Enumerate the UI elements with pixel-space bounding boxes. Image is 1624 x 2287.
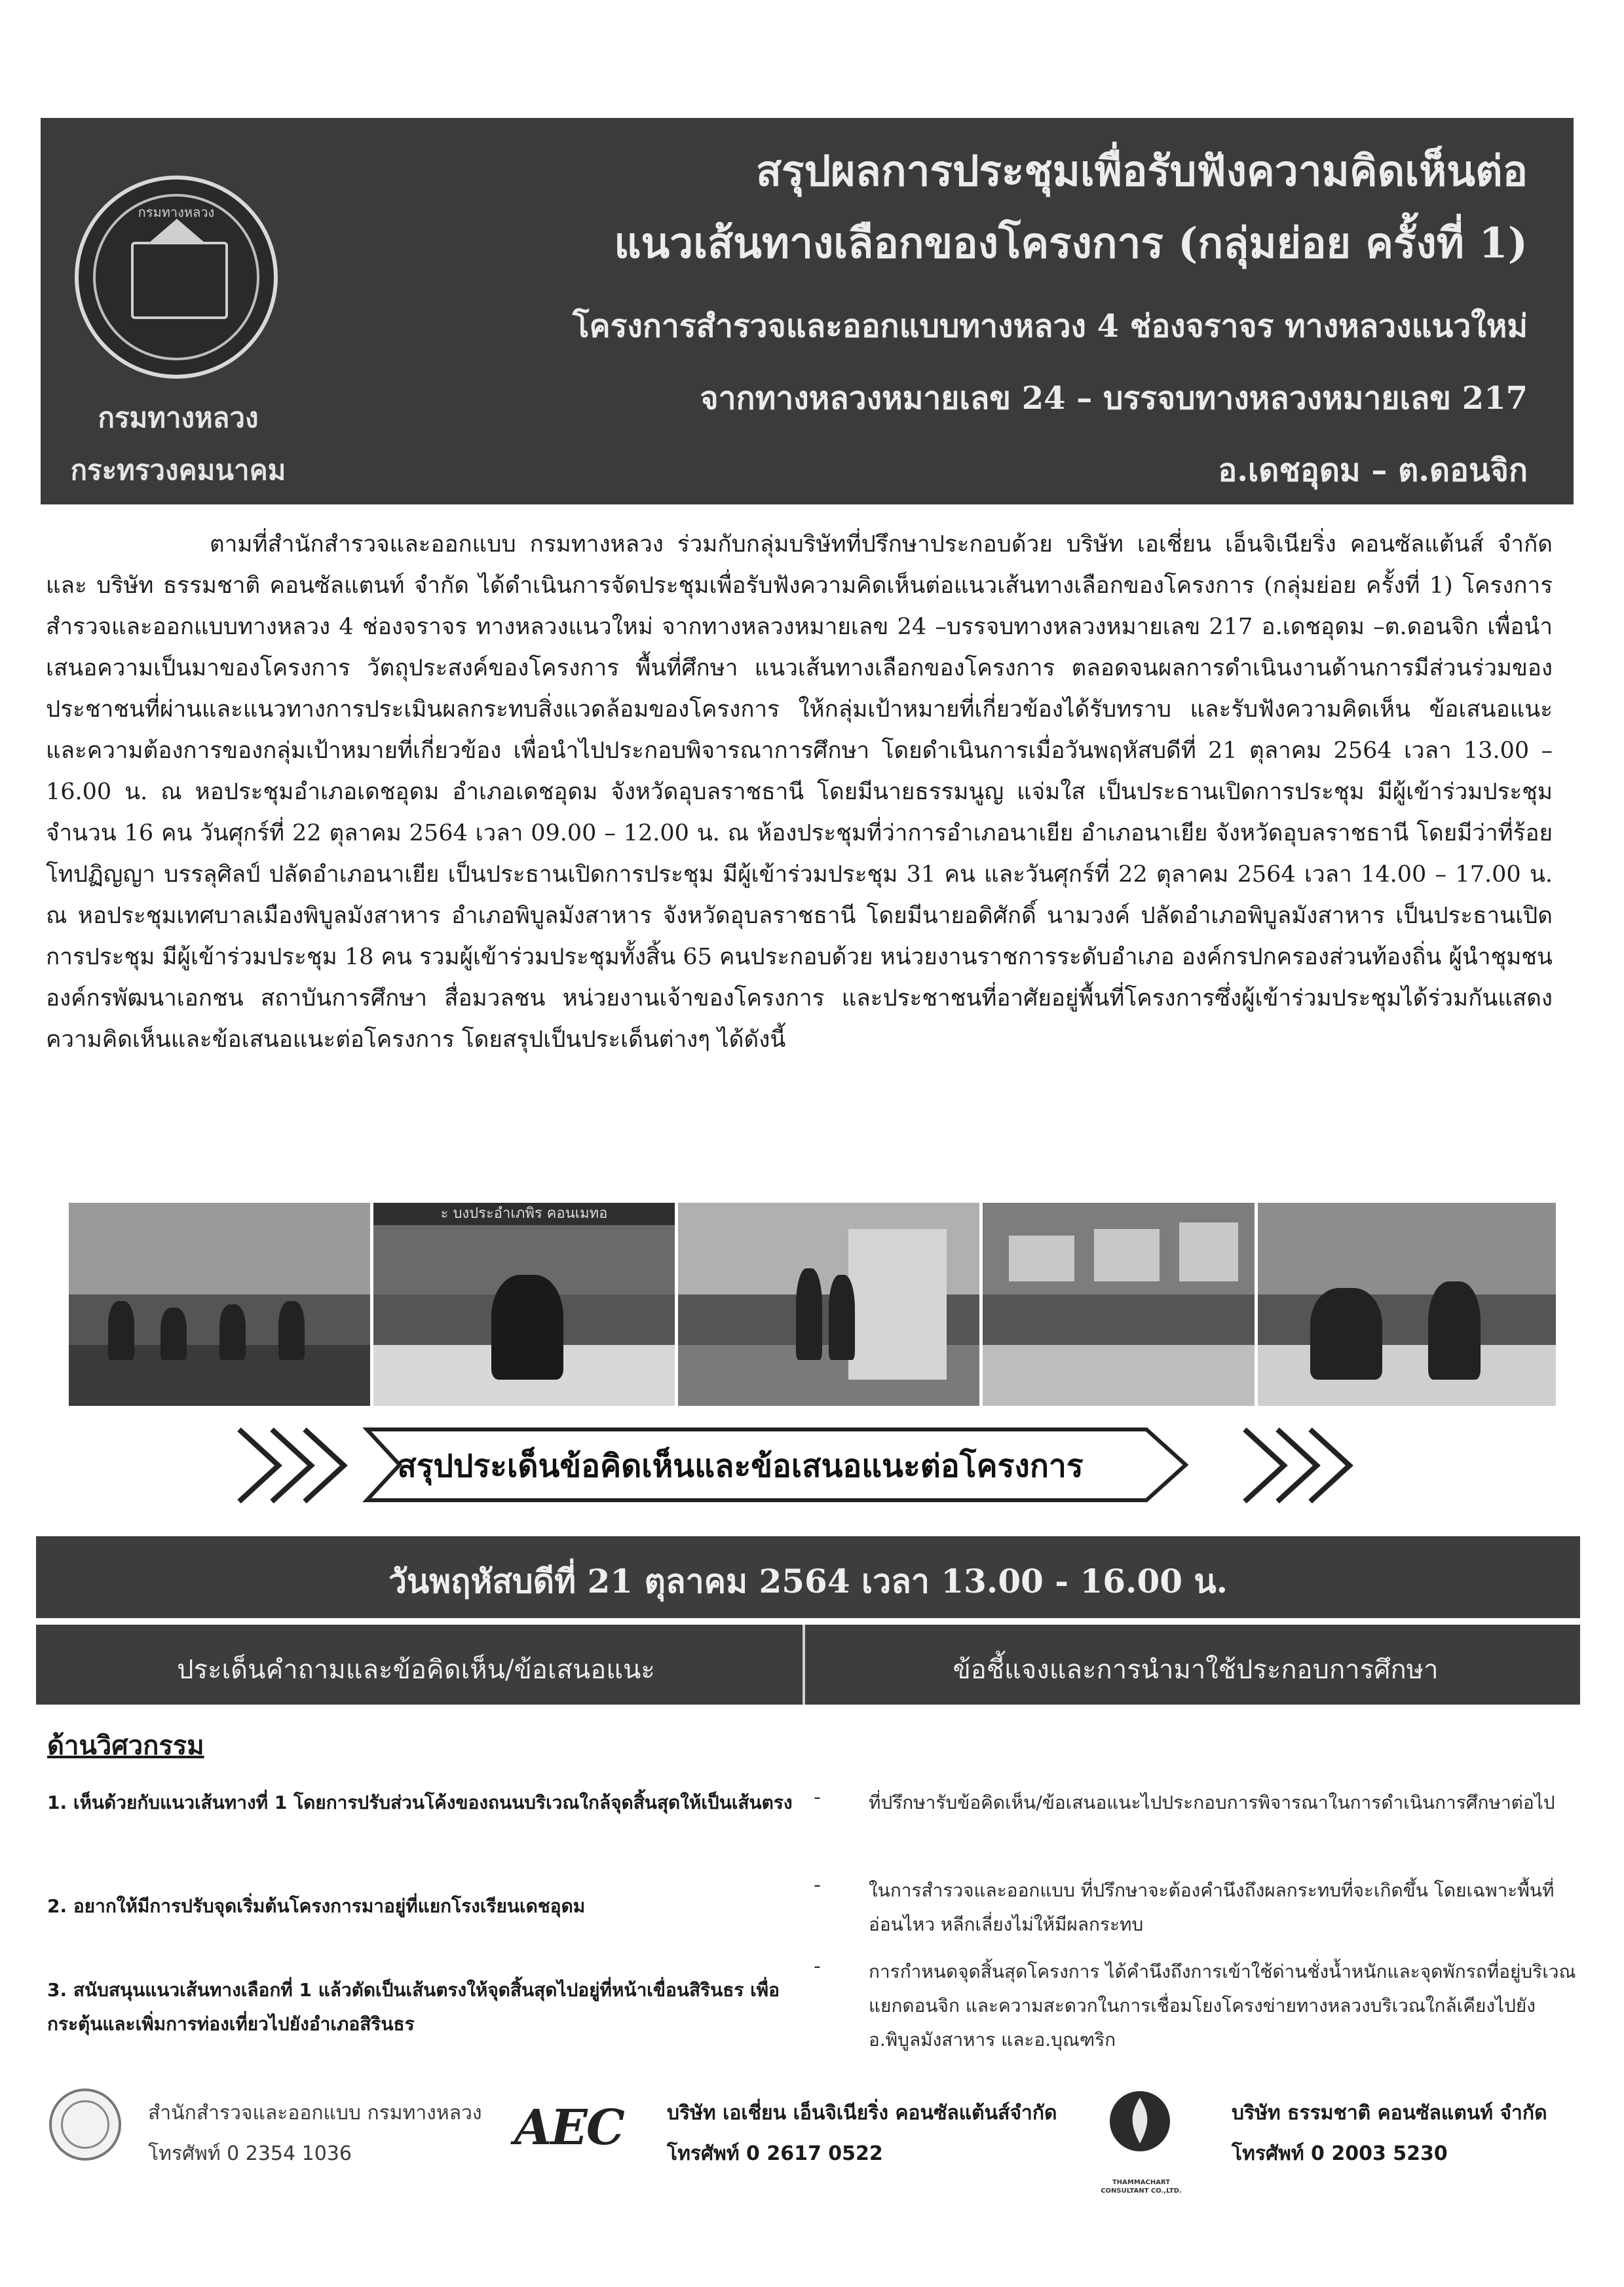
department-seal-icon: [75, 176, 278, 379]
meeting-photo-3: [678, 1203, 979, 1406]
footer-org1-phone: โทรศัพท์ 0 2354 1036: [148, 2142, 352, 2165]
summary-banner-title: สรุปประเด็นข้อคิดเห็นและข้อเสนอแนะต่อโครงการ: [397, 1448, 1084, 1484]
row-dash-1: -: [814, 1786, 821, 1809]
meeting-photo-1: [69, 1203, 370, 1406]
photo-banner-text: ะ บงประอำเภพิร คอนเมทอ: [373, 1203, 675, 1225]
chevron-right-arrows-icon: [1238, 1423, 1389, 1508]
row-dash-2: -: [814, 1874, 821, 1897]
section-title: ด้านวิศวกรรม: [47, 1730, 204, 1761]
meeting-photo-5: [1258, 1203, 1556, 1406]
answer-2: ในการสำรวจและออกแบบ ที่ปรึกษาจะต้องคำนึงถึงผลกระทบที่จะเกิดขึ้น โดยเฉพาะพื้นที่อ่อนไหว หลีกเลี่ยงไม่ให้มีผลกระทบ: [869, 1880, 1555, 1935]
thammachart-logo-name: THAMMACHART CONSULTANT CO.,LTD.: [1101, 2179, 1182, 2195]
footer-org1-name: สำนักสำรวจและออกแบบ กรมทางหลวง: [148, 2102, 482, 2125]
answer-1: ที่ปรึกษารับข้อคิดเห็น/ข้อเสนอแนะไปประกอบการพิจารณาในการดำเนินการศึกษาต่อไป: [869, 1792, 1555, 1813]
question-2: 2. อยากให้มีการปรับจุดเริ่มต้นโครงการมาอยู่ที่แยกโรงเรียนเดชอุดม: [47, 1895, 586, 1917]
table-header: [36, 1625, 1580, 1705]
meeting-date: วันพฤหัสบดีที่ 21 ตุลาคม 2564 เวลา 13.00 - 16.00 น.: [388, 1562, 1228, 1600]
row-dash-3: -: [814, 1955, 821, 1978]
page-title-line2: แนวเส้นทางเลือกของโครงการ (กลุ่มย่อย ครั้งที่ 1): [614, 219, 1528, 268]
question-3: 3. สนับสนุนแนวเส้นทางเลือกที่ 1 แล้วตัดเป็นเส้นตรงให้จุดสิ้นสุดไปอยู่ที่หน้าเขื่อนสิรินธร เพื่อกระตุ้นและเพิ่มการท่องเที่ยวไปยังอำเภอสิรินธร: [47, 1979, 780, 2035]
footer-org2-name: บริษัท เอเชี่ยน เอ็นจิเนียริ่ง คอนซัลแต้นส์จำกัด: [667, 2102, 1057, 2125]
header-banner: [41, 118, 1574, 504]
date-bar: [36, 1536, 1580, 1618]
department-name: กรมทางหลวง: [98, 402, 259, 434]
answer-3: การกำหนดจุดสิ้นสุดโครงการ ได้คำนึงถึงการเข้าใช้ด่านชั่งน้ำหนักและจุดพักรถที่อยู่บริเวณแยกดอนจิก และความสะดวกในการเชื่อมโยงโครงข่ายทางหลวงบริเวณใกล้เคียงไปยัง อ.พิบูลมังสาหาร และอ.บุณฑริก: [869, 1961, 1576, 2051]
department-small-seal-icon: [49, 2089, 121, 2161]
meeting-photo-4: [983, 1203, 1255, 1406]
project-line1: โครงการสำรวจและออกแบบทางหลวง 4 ช่องจราจร ทางหลวงแนวใหม่: [572, 308, 1528, 345]
project-line3: อ.เดชอุดม – ต.ดอนจิก: [1218, 452, 1528, 489]
thammachart-logo-icon: [1104, 2083, 1176, 2175]
seal-text: กรมทางหลวง: [138, 204, 215, 220]
footer-org2-phone: โทรศัพท์ 0 2617 0522: [667, 2142, 883, 2165]
column-divider: [803, 1625, 805, 1705]
intro-paragraph: ตามที่สำนักสำรวจและออกแบบ กรมทางหลวง ร่วมกับกลุ่มบริษัทที่ปรึกษาประกอบด้วย บริษัท เอเชี่ยน เอ็นจิเนียริ่ง คอนซัลแต้นส์ จำกัด และ บริษัท ธรรมชาติ คอนซัลแตนท์ จำกัด ได้ดำเนินการจัดประชุมเพื่อรับฟังความคิดเห็นต่อแนวเส้นทางเลือกของโครงการ (กลุ่มย่อย ครั้งที่ 1) โครงการสำรวจและออกแบบทางหลวง 4 ช่องจราจร ทางหลวงแนวใหม่ จากทางหลวงหมายเลข 24 –บรรจบทางหลวงหมายเลข 217 อ.เดชอุดม –ต.ดอนจิก เพื่อนำเสนอความเป็นมาของโครงการ วัตถุประสงค์ของโครงการ พื้นที่ศึกษา แนวเส้นทางเลือกของโครงการ ตลอดจนผลการดำเนินงานด้านการมีส่วนร่วมของประชาชนที่ผ่านและแนวทางการประเมินผลกระทบสิ่งแวดล้อมของโครงการ ให้กลุ่มเป้าหมายที่เกี่ยวข้องได้รับทราบ และรับฟังความคิดเห็น ข้อเสนอแนะ และความต้องการของกลุ่มเป้าหมายที่เกี่ยวข้อง เพื่อนำไปประกอบพิจารณาการศึกษา โดยดำเนินการเมื่อวันพฤหัสบดีที่ 21 ตุลาคม 2564 เวลา 13.00 – 16.00 น. ณ หอประชุมอำเภอเดชอุดม อำเภอเดชอุดม จังหวัดอุบลราชธานี โดยมีนายธรรมนูญ แจ่มใส เป็นประธานเปิดการประชุม มีผู้เข้าร่วมประชุมจำนวน 16 คน วันศุกร์ที่ 22 ตุลาคม 2564 เวลา 09.00 – 12.00 น. ณ ห้องประชุมที่ว่าการอำเภอนาเยีย อำเภอนาเยีย จังหวัดอุบลราชธานี โดยมีว่าที่ร้อยโทปฏิญญา บรรลุศิลป์ ปลัดอำเภอนาเยีย เป็นประธานเปิดการประชุม มีผู้เข้าร่วมประชุม 31 คน และวันศุกร์ที่ 22 ตุลาคม 2564 เวลา 14.00 – 17.00 น. ณ หอประชุมเทศบาลเมืองพิบูลมังสาหาร อำเภอพิบูลมังสาหาร จังหวัดอุบลราชธานี โดยมีนายอดิศักดิ์ นามวงค์ ปลัดอำเภอพิบูลมังสาหาร เป็นประธานเปิดการประชุม มีผู้เข้าร่วมประชุม 18 คน รวมผู้เข้าร่วมประชุมทั้งสิ้น 65 คนประกอบด้วย หน่วยงานราชการระดับอำเภอ องค์กรปกครองส่วนท้องถิ่น ผู้นำชุมชน องค์กรพัฒนาเอกชน สถาบันการศึกษา สื่อมวลชน หน่วยงานเจ้าของโครงการ และประชาชนที่อาศัยอยู่พื้นที่โครงการซึ่งผู้เข้าร่วมประชุมได้ร่วมกันแสดงความคิดเห็นและข้อเสนอแนะต่อโครงการ โดยสรุปเป็นประเด็นต่างๆ ได้ดังนี้: [46, 531, 1553, 1053]
project-line2: จากทางหลวงหมายเลข 24 – บรรจบทางหลวงหมายเลข 217: [700, 380, 1528, 417]
question-1: 1. เห็นด้วยกับแนวเส้นทางที่ 1 โดยการปรับส่วนโค้งของถนนบริเวณใกล้จุดสิ้นสุดให้เป็นเส้นตรง: [47, 1792, 793, 1813]
footer-org3-name: บริษัท ธรรมชาติ คอนซัลแตนท์ จำกัด: [1232, 2102, 1547, 2125]
meeting-photo-2: [373, 1203, 675, 1406]
ministry-name: กระทรวงคมนาคม: [70, 454, 286, 486]
column-header-questions: ประเด็นคำถามและข้อคิดเห็น/ข้อเสนอแนะ: [177, 1655, 655, 1685]
page-title-line1: สรุปผลการประชุมเพื่อรับฟังความคิดเห็นต่อ: [756, 147, 1528, 196]
footer-org3-phone: โทรศัพท์ 0 2003 5230: [1232, 2142, 1448, 2165]
aec-logo: AEC: [514, 2100, 624, 2156]
column-header-answers: ข้อชี้แจงและการนำมาใช้ประกอบการศึกษา: [953, 1655, 1439, 1685]
